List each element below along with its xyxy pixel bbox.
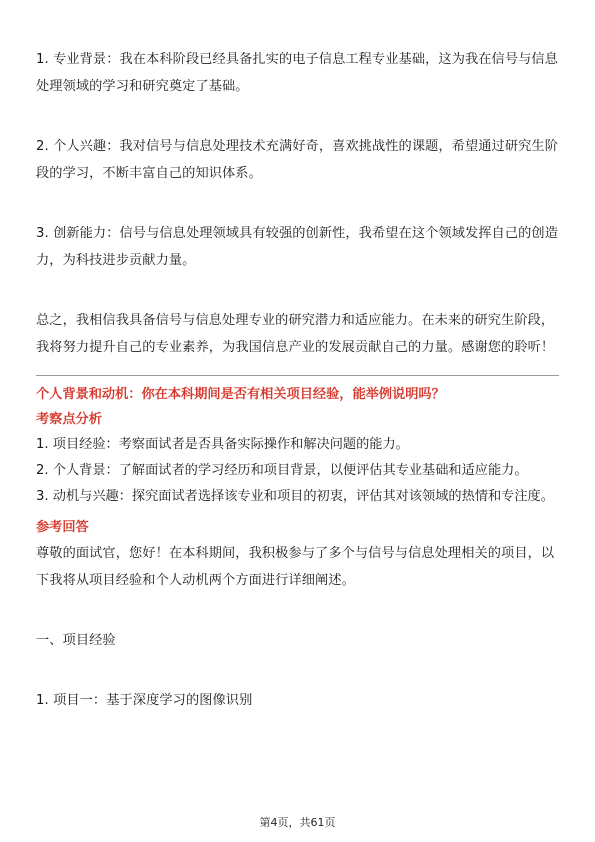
project-one-heading: 1. 项目一：基于深度学习的图像识别 (36, 693, 253, 708)
spacer (36, 274, 559, 307)
paragraph-conclusion: 总之，我相信我具备信号与信息处理专业的研究潜力和适应能力。在未来的研究生阶段，我将努力提升自己的专业素养，为我国信息产业的发展贡献自己的力量。感谢您的聆听！ (36, 313, 555, 355)
paragraph-innovation: 3. 创新能力：信号与信息处理领域具有较强的创新性，我希望在这个领域发挥自己的创造力，为科技进步贡献力量。 (36, 226, 558, 268)
page-content (36, 46, 559, 714)
reference-answer-title: 参考回答 (36, 520, 89, 535)
focus-analysis-title: 考察点分析 (36, 412, 102, 427)
section-divider (36, 375, 559, 376)
answer-intro: 尊敬的面试官，您好！在本科期间，我积极参与了多个与信号与信息处理相关的项目，以下我将从项目经验和个人动机两个方面进行详细阐述。 (36, 546, 555, 588)
project-experience-heading: 一、项目经验 (36, 633, 116, 648)
paragraph-personal-interest: 2. 个人兴趣：我对信号与信息处理技术充满好奇，喜欢挑战性的课题，希望通过研究生阶段的学习，不断丰富自己的知识体系。 (36, 139, 558, 181)
focus-item: 2. 个人背景：了解面试者的学习经历和项目背景，以便评估其专业基础和适应能力。 (36, 463, 528, 478)
spacer (36, 100, 559, 133)
focus-item: 1. 项目经验：考察面试者是否具备实际操作和解决问题的能力。 (36, 437, 409, 452)
interview-question: 个人背景和动机：你在本科期间是否有相关项目经验，能举例说明吗？ (36, 387, 445, 402)
paragraph-professional-background: 1. 专业背景：我在本科阶段已经具备扎实的电子信息工程专业基础，这为我在信号与信息处理领域的学习和研究奠定了基础。 (36, 52, 558, 94)
spacer (36, 594, 559, 627)
focus-item: 3. 动机与兴趣：探究面试者选择该专业和项目的初衷，评估其对该领域的热情和专注度。 (36, 489, 554, 504)
spacer (36, 187, 559, 220)
page-number-footer: 第4页，共61页 (259, 816, 336, 829)
spacer (36, 654, 559, 687)
